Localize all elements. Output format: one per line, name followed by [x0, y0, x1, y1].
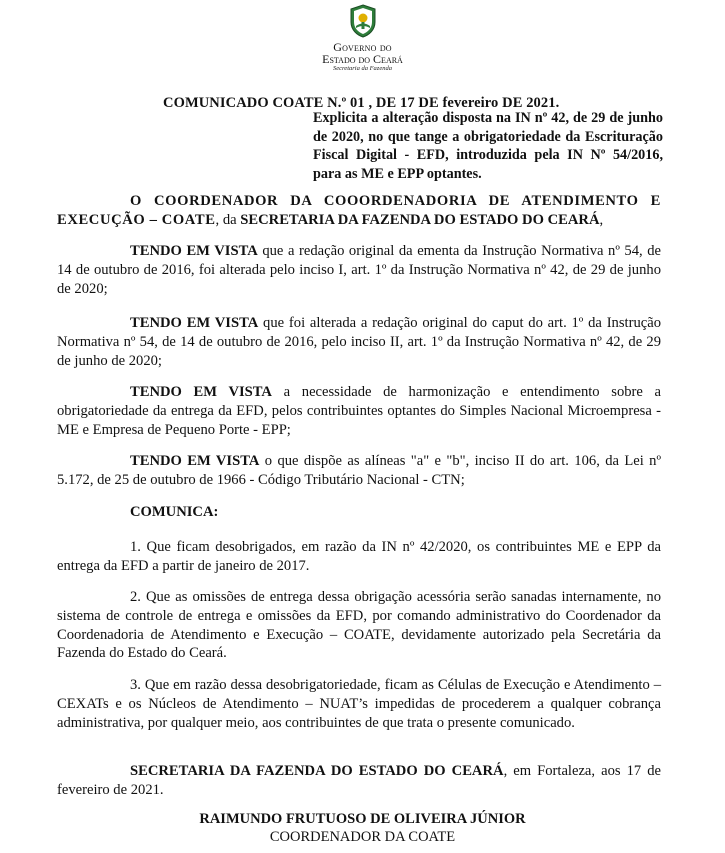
consideration-4 — [57, 452, 661, 490]
document-title: COMUNICADO COATE N.º 01 , DE 17 DE fevereiro DE 2021. — [163, 95, 560, 111]
consideration-3 — [57, 383, 661, 439]
letterhead — [0, 4, 725, 73]
closing-bold: SECRETARIA DA FAZENDA DO ESTADO DO CEARÁ — [130, 763, 504, 779]
consideration-lead: TENDO EM VISTA — [130, 384, 272, 400]
consideration-lead: TENDO EM VISTA — [130, 453, 260, 469]
ceara-crest-icon — [348, 4, 378, 38]
signatory-name: RAIMUNDO FRUTUOSO DE OLIVEIRA JÚNIOR — [199, 811, 526, 827]
comunica-heading: COMUNICA: — [130, 504, 219, 520]
consideration-lead: TENDO EM VISTA — [130, 243, 258, 259]
org-line-2: Estado do Ceará — [322, 52, 403, 66]
consideration-2 — [57, 314, 661, 370]
consideration-lead: TENDO EM VISTA — [130, 315, 259, 331]
consideration-text: que a redação original da ementa da Instrução Normativa nº 54, de 14 de outubro de 2016, foi alterada pelo inciso I, art. 1º da Instrução Normativa nº 42, de 29 de junho de 2020; — [57, 243, 661, 297]
opening-middle: , da — [215, 211, 241, 228]
consideration-text: a necessidade de harmonização e entendimento sobre a obrigatoriedade da entrega da EFD, pelos contribuintes optantes do Simples Nacional Microempresa - ME e Empresa de Pequeno Porte - EPP; — [57, 384, 662, 438]
ementa: Explicita a alteração disposta na IN nº 42, de 29 de junho de 2020, no que tange a obrigatoriedade da Escrituração Fiscal Digital - EFD, introduzida pela IN Nº 54/2016, para as ME e EPP optantes. — [313, 110, 663, 182]
consideration-text: que foi alterada a redação original do caput do art. 1º da Instrução Normativa nº 54, de 14 de outubro de 2016, pelo inciso II, art. 1º da Instrução Normativa nº 42, de 29 de junho de 2020; — [57, 315, 661, 369]
opening-bold-2: SECRETARIA DA FAZENDA DO ESTADO DO CEARÁ — [240, 211, 600, 228]
item-1: 1. Que ficam desobrigados, em razão da IN nº 42/2020, os contribuintes ME e EPP da entrega da EFD a partir de janeiro de 2017. — [57, 539, 661, 574]
item-3: 3. Que em razão dessa desobrigatoriedade, ficam as Células de Execução e Atendimento – CEXATs e os Núcleos de Atendimento – NUAT’s impedidas de procederem a qualquer cobrança administrativa, por qualquer meio, aos contribuintes de que trata o presente comunicado. — [57, 677, 661, 731]
consideration-text: o que dispõe as alíneas "a" e "b", inciso II do art. 106, da Lei nº 5.172, de 25 de outubro de 1966 - Código Tributário Nacional - CTN; — [57, 453, 661, 488]
consideration-1 — [57, 242, 661, 298]
opening-bold: O COORDENADOR DA COOORDENADORIA DE ATENDIMENTO E EXECUÇÃO – COATE — [57, 193, 661, 228]
org-line-3: Secretaria da Fazenda — [333, 65, 392, 72]
item-2: 2. Que as omissões de entrega dessa obrigação acessória serão sanadas internamente, no sistema de controle de entrega e omissões da EFD, por comando administrativo do Coordenador da Coordenadoria de Atendimento e Execução – COATE, devidamente autorizado pela Secretária da Fazenda do Estado do Ceará. — [57, 589, 661, 662]
opening-paragraph — [57, 192, 661, 230]
signatory-role: COORDENADOR DA COATE — [269, 829, 456, 845]
org-line-1: Governo do — [333, 40, 392, 54]
opening-end: , — [599, 211, 604, 228]
closing-text: , em Fortaleza, aos 17 de fevereiro de 2021. — [57, 763, 661, 798]
closing-paragraph — [57, 762, 661, 800]
